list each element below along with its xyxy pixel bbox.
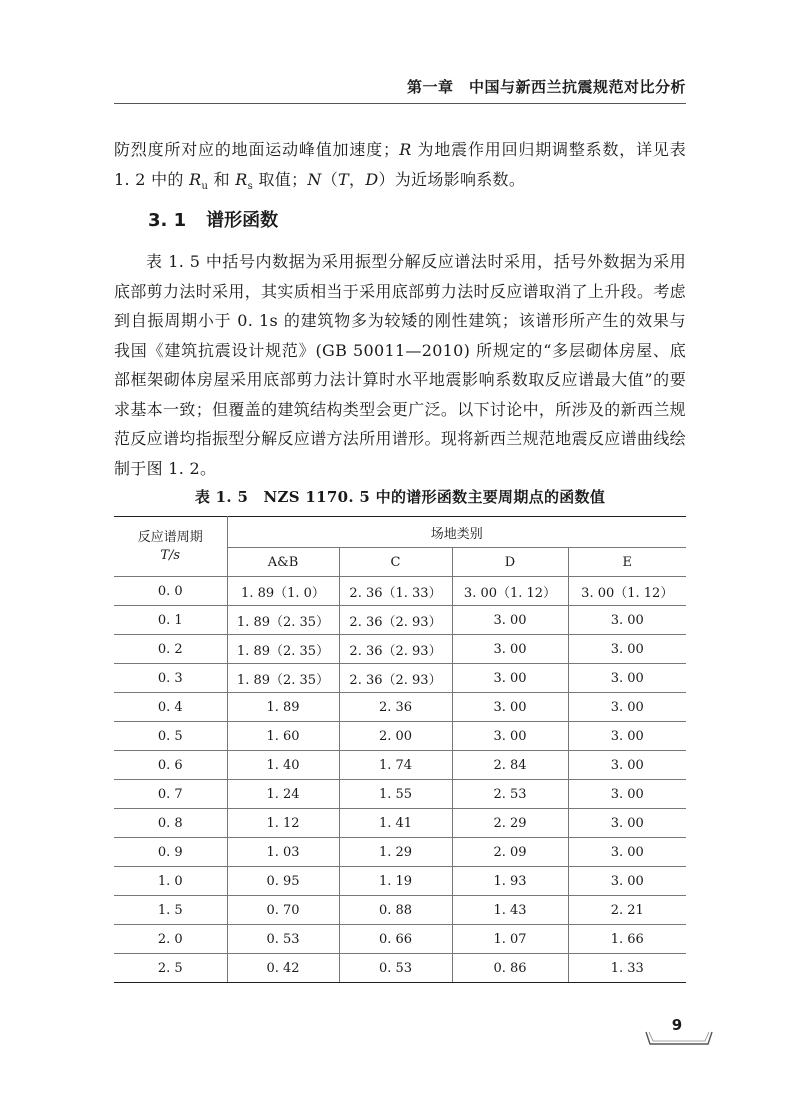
value-cell: 1. 43 xyxy=(452,896,568,925)
page-number: 9 xyxy=(671,1016,683,1034)
table-row xyxy=(114,751,686,780)
symbol-ru-subscript: u xyxy=(201,180,209,192)
spectral-shape-table xyxy=(114,516,686,983)
paragraph-1-text: 为地震作用回归期调整系数，详见表 1. 2 中的 xyxy=(114,140,686,189)
table-row xyxy=(114,838,686,867)
value-cell: 3. 00 xyxy=(452,635,568,664)
value-cell: 1. 89（2. 35） xyxy=(227,635,339,664)
period-cell: 0. 5 xyxy=(114,722,227,751)
table-row xyxy=(114,693,686,722)
section-title: 谱形函数 xyxy=(206,210,279,231)
value-cell: 3. 00 xyxy=(452,664,568,693)
value-cell: 3. 00 xyxy=(568,838,686,867)
value-cell: 1. 33 xyxy=(568,954,686,983)
table-row xyxy=(114,925,686,954)
value-cell: 1. 66 xyxy=(568,925,686,954)
page-number-bracket xyxy=(640,1030,716,1050)
period-cell: 0. 3 xyxy=(114,664,227,693)
value-cell: 2. 84 xyxy=(452,751,568,780)
table-row xyxy=(114,954,686,983)
value-cell: 2. 29 xyxy=(452,809,568,838)
period-cell: 2. 0 xyxy=(114,925,227,954)
symbol-d: D xyxy=(365,169,379,189)
value-cell: 1. 41 xyxy=(339,809,452,838)
period-cell: 0. 9 xyxy=(114,838,227,867)
value-cell: 1. 07 xyxy=(452,925,568,954)
value-cell: 3. 00 xyxy=(568,780,686,809)
symbol-r: R xyxy=(399,140,412,159)
value-cell: 3. 00 xyxy=(568,606,686,635)
section-number: 3. 1 xyxy=(148,210,187,231)
value-cell: 2. 53 xyxy=(452,780,568,809)
period-cell: 0. 7 xyxy=(114,780,227,809)
value-cell: 3. 00 xyxy=(568,867,686,896)
column-header: E xyxy=(568,548,686,577)
paragraph-1-text: 防烈度所对应的地面运动峰值加速度； xyxy=(114,140,400,159)
paragraph-1-text: 取值； xyxy=(253,169,308,189)
table-row xyxy=(114,867,686,896)
symbol-rs-subscript: s xyxy=(247,180,254,192)
table-row xyxy=(114,577,686,606)
paragraph-1-text: ）为近场影响系数。 xyxy=(378,169,526,189)
value-cell: 1. 89（2. 35） xyxy=(227,664,339,693)
running-head-title: 第一章 中国与新西兰抗震规范对比分析 xyxy=(406,78,686,96)
value-cell: 2. 36 xyxy=(339,693,452,722)
column-header: A&B xyxy=(227,548,339,577)
period-cell: 2. 5 xyxy=(114,954,227,983)
table-row xyxy=(114,635,686,664)
paragraph-1-text: 和 xyxy=(208,169,236,189)
period-cell: 0. 8 xyxy=(114,809,227,838)
value-cell: 0. 95 xyxy=(227,867,339,896)
value-cell: 0. 53 xyxy=(339,954,452,983)
value-cell: 2. 09 xyxy=(452,838,568,867)
value-cell: 1. 89（1. 0） xyxy=(227,577,339,606)
paragraph-1-text: ， xyxy=(349,169,366,189)
value-cell: 2. 36（2. 93） xyxy=(339,664,452,693)
table-header-row xyxy=(114,517,686,548)
value-cell: 2. 21 xyxy=(568,896,686,925)
value-cell: 3. 00 xyxy=(452,722,568,751)
value-cell: 2. 00 xyxy=(339,722,452,751)
value-cell: 0. 88 xyxy=(339,896,452,925)
value-cell: 1. 29 xyxy=(339,838,452,867)
value-cell: 3. 00 xyxy=(568,809,686,838)
value-cell: 1. 93 xyxy=(452,867,568,896)
value-cell: 3. 00 xyxy=(452,606,568,635)
paragraph-1-text: （ xyxy=(321,169,339,189)
symbol-ru: R xyxy=(189,169,202,189)
period-header-unit: T/s xyxy=(160,547,181,563)
period-cell: 0. 0 xyxy=(114,577,227,606)
paragraph-2: 表 1. 5 中括号内数据为采用振型分解反应谱法时采用，括号外数据为采用底部剪力法时采用，其实质相当于采用底部剪力法时反应谱取消了上升段。考虑到自振周期小于 0. 1s 的建筑物多为较矮的刚性建筑；该谱形所产生的效果与我国《建筑抗震设计规范》(GB 50011—2010) 所规定的“多层砌体房屋、底部框架砌体房屋采用底部剪力法计算时水平地震影响系数取反应谱最大值”的要求基本一致；但覆盖的建筑结构类型会更广泛。以下讨论中，所涉及的新西兰规范反应谱均指振型分解反应谱方法所用谱形。现将新西兰规范地震反应谱曲线绘制于图 1. 2。 xyxy=(114,252,686,478)
table-row xyxy=(114,606,686,635)
value-cell: 3. 00（1. 12） xyxy=(568,577,686,606)
value-cell: 3. 00 xyxy=(568,664,686,693)
period-cell: 0. 2 xyxy=(114,635,227,664)
column-header: D xyxy=(452,548,568,577)
value-cell: 3. 00 xyxy=(568,751,686,780)
site-class-header: 场地类别 xyxy=(227,517,686,548)
table-body xyxy=(114,577,686,983)
value-cell: 1. 19 xyxy=(339,867,452,896)
table-row xyxy=(114,664,686,693)
table-row xyxy=(114,722,686,751)
period-header-label: 反应谱周期 xyxy=(137,529,203,545)
value-cell: 3. 00（1. 12） xyxy=(452,577,568,606)
value-cell: 1. 60 xyxy=(227,722,339,751)
period-cell: 0. 1 xyxy=(114,606,227,635)
value-cell: 0. 53 xyxy=(227,925,339,954)
header-rule xyxy=(114,103,686,104)
value-cell: 1. 55 xyxy=(339,780,452,809)
value-cell: 3. 00 xyxy=(568,693,686,722)
table-caption: 表 1. 5 NZS 1170. 5 中的谱形函数主要周期点的函数值 xyxy=(194,488,606,506)
table-row xyxy=(114,896,686,925)
value-cell: 3. 00 xyxy=(568,722,686,751)
value-cell: 3. 00 xyxy=(568,635,686,664)
value-cell: 2. 36（2. 93） xyxy=(339,635,452,664)
value-cell: 1. 03 xyxy=(227,838,339,867)
value-cell: 1. 40 xyxy=(227,751,339,780)
value-cell: 1. 89 xyxy=(227,693,339,722)
value-cell: 2. 36（2. 93） xyxy=(339,606,452,635)
period-cell: 1. 0 xyxy=(114,867,227,896)
symbol-rs: R xyxy=(235,169,248,189)
section-heading xyxy=(148,206,278,232)
period-cell: 0. 4 xyxy=(114,693,227,722)
period-cell: 0. 6 xyxy=(114,751,227,780)
value-cell: 0. 70 xyxy=(227,896,339,925)
value-cell: 1. 89（2. 35） xyxy=(227,606,339,635)
value-cell: 0. 66 xyxy=(339,925,452,954)
value-cell: 3. 00 xyxy=(452,693,568,722)
paragraph-1 xyxy=(114,135,686,201)
value-cell: 1. 74 xyxy=(339,751,452,780)
table-row xyxy=(114,809,686,838)
period-column-header xyxy=(114,517,227,577)
value-cell: 1. 12 xyxy=(227,809,339,838)
symbol-t: T xyxy=(338,169,349,189)
value-cell: 0. 42 xyxy=(227,954,339,983)
period-cell: 1. 5 xyxy=(114,896,227,925)
value-cell: 0. 86 xyxy=(452,954,568,983)
value-cell: 2. 36（1. 33） xyxy=(339,577,452,606)
column-header: C xyxy=(339,548,452,577)
value-cell: 1. 24 xyxy=(227,780,339,809)
symbol-n: N xyxy=(307,169,322,189)
table-row xyxy=(114,780,686,809)
